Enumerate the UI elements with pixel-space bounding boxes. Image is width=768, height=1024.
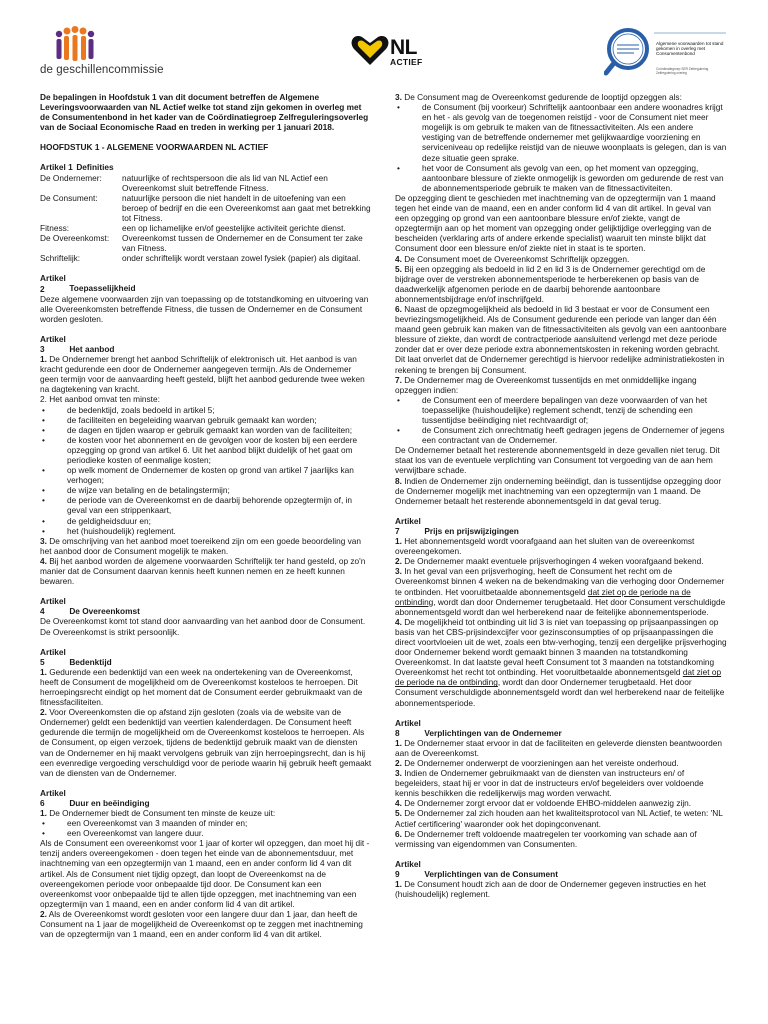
heart-icon [350, 33, 390, 67]
article-1-heading [40, 162, 372, 172]
definition-term: De Ondernemer: [40, 172, 102, 183]
article-2-text: Deze algemene voorwaarden zijn van toepassing op de totstandkoming en uitvoering van alle Overeenkomsten betreffende Fitness, die tussen de Ondernemer en de Consument worden gesloten. [40, 293, 369, 324]
article-title: Prijs en prijswijzigingen [424, 525, 519, 536]
paragraph: 5. De Ondernemer zal zich houden aan het kwaliteitsprotocol van NL Actief, te weten: 'NL Actief certificering' waaronder ook het dopingconvenant. [395, 808, 723, 829]
article-4-heading [40, 596, 372, 616]
nl-actief-logo-nl: NL [390, 36, 417, 59]
article-9-heading [395, 859, 727, 879]
paragraph: 3. In het geval van een prijsverhoging, heeft de Consument het recht om de Overeenkomst binnen 4 weken na de bekendmaking van die verhoging door Ondernemer te ontbinden. Het vooruitbetaalde abonnementsgeld dat ziet op de periode na de ontbinding, wordt dan door Ondernemer terugbetaald. Het door Consument verschuldigde abonnementsgeld wordt dan wel herberekend naar de feitelijke abonnementsperiode. [395, 566, 726, 617]
paragraph: 4. De Consument moet de Overeenkomst Schriftelijk opzeggen. [395, 253, 630, 264]
paragraph: 7. De Ondernemer mag de Overeenkomst tussentijds en met onmiddellijke ingang opzeggen indien: [395, 374, 697, 395]
paragraph: Als de Consument een overeenkomst voor 1 jaar of korter wil opzeggen, dan moet hij dit - tenzij anders overeengekomen - doen tegen het einde van de abonnementsduur, met inachtneming van een opzegtermijn van 1 maand, een en ander conform lid 4 van dit artikel. Als de Consument niet tijdig opzegt, dan loopt de Overeenkomst na de overeengekomen periode voor onbepaalde tijd door. De Consument kan een overeenkomst voor onbepaalde tijd te allen tijde opzeggen, met inachtneming van een opzegtermijn van 1 maand, een en ander conform lid 4 van dit artikel. [40, 838, 370, 909]
article-title: Duur en beëindiging [69, 797, 150, 808]
definition-term: Schriftelijk: [40, 253, 81, 264]
article-7-heading [395, 516, 727, 536]
article-number: Artikel 5 [40, 646, 66, 667]
consumentenbond-seal [604, 27, 728, 79]
list-item: • de Consument zich onrechtmatig heeft gedragen jegens de Ondernemer of jegens een contractant van de Ondernemer. [395, 425, 727, 445]
paragraph: 2. Het aanbod omvat ten minste: [40, 394, 160, 405]
list-item: • op welk moment de Ondernemer de kosten op grond van artikel 7 jaarlijks kan verhogen; [40, 465, 372, 485]
article-3-heading [40, 334, 372, 354]
article-title: Het aanbod [69, 343, 115, 354]
list-item: • de faciliteiten en begeleiding waarvan gebruik gemaakt kan worden; [40, 415, 372, 425]
article-4-text: De Overeenkomst komt tot stand door aanvaarding van het aanbod door de Consument. De Overeenkomst is strikt persoonlijk. [40, 616, 366, 637]
paragraph: 4. De mogelijkheid tot ontbinding uit lid 3 is niet van toepassing op prijsaanpassingen op basis van het CBS-prijsindexcijfer voor gezinsconsumpties of op prijsaanpassingen die direct voortvloeien uit de wet, zoals een btw-verhoging, tenzij een dergelijke prijsverhoging door Ondernemer bekend wordt gemaakt binnen 3 maanden na totstandkoming Overeenkomst. In dat laatste geval heeft Consument tot 3 maanden na totstandkoming Overeenkomst het recht tot ontbinding. Het vooruitbetaalde abonnementsgeld dat ziet op de periode na de ontbinding, wordt dan door Ondernemer terugbetaald. Het door Consument verschuldigde abonnementsgeld wordt dan wel herberekend naar de feitelijke abonnementsperiode. [395, 616, 727, 708]
geschillencommissie-emblem-icon [40, 26, 110, 64]
paragraph: 3. Indien de Ondernemer gebruikmaakt van de diensten van instructeurs en/ of begeleiders, staat hij er voor in dat de instructeurs en/of begeleiders over voldoende kennis beschikken die redelijkerwijs mag worden verwacht. [395, 768, 704, 799]
paragraph: 3. De Consument mag de Overeenkomst gedurende de looptijd opzeggen als: [395, 92, 682, 102]
paragraph: De Ondernemer betaalt het resterende abonnementsgeld in deze gevallen niet terug. Dit staat los van de eventuele verplichting van Consument tot vergoeding van de aan hem verwijtbare schade. [395, 445, 720, 476]
article-title: Definities [76, 162, 114, 173]
definitions-list [40, 173, 372, 264]
article-number: Artikel 3 [40, 333, 66, 354]
article-number: Artikel 1 [40, 162, 73, 173]
underlined-text: dat ziet op de periode na de ontbinding [395, 667, 722, 688]
definition-text: natuurlijke persoon die niet handelt in de uitoefening van een beroep of bedrijf en die een Overeenkomst aan gaat met betrekking tot Fitness. [122, 192, 371, 223]
paragraph: 6. De Ondernemer treft voldoende maatregelen ter voorkoming van schade aan of vermissing van eigendommen van Consumenten. [395, 828, 697, 849]
paragraph: 1. De Ondernemer staat ervoor in dat de faciliteiten en geleverde diensten beantwoorden aan de Overeenkomst. [395, 737, 723, 758]
article-number: Artikel 7 [395, 515, 421, 536]
paragraph: 2. Als de Overeenkomst wordt gesloten voor een langere duur dan 1 jaar, dan heeft de Consument na 1 jaar de mogelijkheid de Overeenkomst op te zeggen met inachtneming van de opzegtermijn van 1 maand, een en ander conform lid 4 van dit artikel. [40, 908, 363, 940]
paragraph: 5. Bij een opzegging als bedoeld in lid 2 en lid 3 is de Ondernemer gerechtigd om de bijdrage over de verstreken abonnementsperiode te herberekenen op basis van de daadwerkelijk afgenomen periode en de daarbij behorende aantoonbare abonnementsbijdrage en/of inschrijfgeld. [395, 263, 706, 304]
definition-text: een op lichamelijke en/of geestelijke activiteit gerichte dienst. [122, 223, 346, 234]
article-title: Toepasselijkheid [69, 283, 136, 294]
paragraph: 3. De omschrijving van het aanbod moet toereikend zijn om een goede beoordeling van het aanbod door de Consument mogelijk te maken. [40, 535, 362, 556]
definition-term: De Consument: [40, 192, 98, 203]
definition-term: Fitness: [40, 223, 70, 234]
duration-options-list [40, 818, 372, 838]
termination-grounds-list [395, 102, 727, 193]
list-item: • een Overeenkomst van 3 maanden of minder en; [40, 818, 372, 828]
geschillencommissie-logo [40, 26, 190, 84]
immediate-termination-list [395, 395, 727, 445]
nl-actief-logo-actief: ACTIEF [390, 57, 423, 67]
article-title: Verplichtingen van de Ondernemer [424, 727, 562, 738]
offer-contents-list [40, 405, 372, 536]
article-5-heading [40, 647, 372, 667]
list-item: • het voor de Consument als gevolg van een, op het moment van opzegging, aantoonbare blessure of ziekte onmogelijk is geworden om gedurende de rest van de abonnementsperiode gebruik te maken van de fitnessactiviteiten. [395, 163, 727, 193]
paragraph: 1. De Ondernemer brengt het aanbod Schriftelijk of elektronisch uit. Het aanbod is van kracht gedurende een door de Ondernemer aangegeven termijn. Als de Ondernemer geen termijn voor de aanvaarding heeft gesteld, blijft het aanbod gedurende twee weken na dagtekening van kracht. [40, 354, 365, 395]
paragraph: 8. Indien de Ondernemer zijn onderneming beëindigt, dan is tussentijdse opzegging door de Ondernemer mogelijk met inachtneming van een opzegtermijn van 1 maand. De Ondernemer betaalt het resterende abonnementsgeld in dat geval terug. [395, 475, 722, 506]
list-item: • de Consument (bij voorkeur) Schriftelijk aantoonbaar een andere woonadres krijgt en het - als gevolg van de toegenomen reistijd - voor de Consument niet meer mogelijk is om gebruik te maken van de fitnessactiviteiten. Als een andere vestiging van de betreffende ondernemer met gelijkwaardige voorziening en serviceniveau op redelijke reistijd van de nieuwe woonplaats is gelegen, dan is van deze situatie geen sprake. [395, 102, 727, 163]
underlined-text: dat ziet op de periode na de ontbinding [395, 586, 691, 607]
list-item: • de bedenktijd, zoals bedoeld in artikel 5; [40, 405, 372, 415]
list-item: • de kosten voor het abonnement en de gevolgen voor de kosten bij een eerdere opzegging op grond van artikel 6. Uit het aanbod blijkt duidelijk of het gaat om periodieke kosten of eenmalige kosten; [40, 435, 372, 465]
list-item: • de Consument een of meerdere bepalingen van deze voorwaarden of van het toepasselijke (huishoudelijke) reglement schendt, tenzij de schending een tussentijdse beëindiging niet rechtvaardigt of; [395, 395, 727, 425]
article-8-heading [395, 718, 727, 738]
paragraph: 6. Naast de opzegmogelijkheid als bedoeld in lid 3 bestaat er voor de Consument een bevriezingsmogelijkheid. Als de Consument gedurende een periode van langer dan één maand geen gebruik kan maken van de fitnessactiviteiten als gevolg van een aantoonbare blessure of ziekte, dan wordt de contractperiode aansluitend verlengd met deze periode zonder dat er over deze periode extra abonnementskosten in rekening worden gebracht. Dit laat onverlet dat de Ondernemer gerechtigd is hiervoor redelijke administratiekosten in rekening te brengen bij Consument. [395, 303, 727, 375]
list-item: • een Overeenkomst van langere duur. [40, 828, 372, 838]
article-2-heading [40, 273, 372, 293]
paragraph: 4. De Ondernemer zorgt ervoor dat er voldoende EHBO-middelen aanwezig zijn. [395, 798, 692, 809]
definition-term: De Overeenkomst: [40, 233, 110, 244]
paragraph: 2. De Ondernemer onderwerpt de voorzieningen aan het vereiste onderhoud. [395, 758, 679, 768]
paragraph: De opzegging dient te geschieden met inachtneming van de opzegtermijn van 1 maand tegen het einde van de maand, een en ander conform lid 4 van dit artikel. In geval van een opzegging op grond van een aantoonbare blessure en/of ziekte, vangt de opzegtermijn aan op het moment van opzegging onder gelijktijdige overlegging van de bescheiden (verklaring arts of andere erkende specialist) waaruit ten minste blijkt dat Consument door een blessure en/of ziekte niet in staat is te sporten. [395, 192, 716, 254]
article-title: Bedenktijd [69, 656, 112, 667]
definition-text: Overeenkomst tussen de Ondernemer en de Consument ter zake van Fitness. [122, 233, 363, 254]
seal-text: Algemene voorwaarden tot stand gekomen in overleg met Consumentenbond [656, 41, 724, 57]
paragraph: 2. De Ondernemer maakt eventuele prijsverhogingen 4 weken voorafgaand bekend. [395, 556, 704, 567]
article-number: Artikel 6 [40, 787, 66, 808]
article-number: Artikel 8 [395, 717, 421, 738]
list-item: • het (huishoudelijk) reglement. [40, 526, 372, 536]
definition-text: onder schriftelijk wordt verstaan zowel fysiek (papier) als digitaal. [122, 253, 361, 264]
paragraph: 1. Het abonnementsgeld wordt voorafgaand aan het sluiten van de overeenkomst overeengekomen. [395, 536, 695, 557]
article-number: Artikel 2 [40, 273, 66, 294]
list-item: • de geldigheidsduur en; [40, 516, 372, 526]
seal-small-text: Coördinatiegroep SER Zelfregulering Zelfregulering overleg [656, 67, 709, 75]
page-header [0, 0, 768, 88]
list-item: • de wijze van betaling en de betalingstermijn; [40, 485, 372, 495]
paragraph: 4. Bij het aanbod worden de algemene voorwaarden Schriftelijk ter hand gesteld, op zo'n manier dat de Consument daarvan kennis heeft kunnen nemen en ze heeft kunnen bewaren. [40, 555, 366, 587]
paragraph: 1. Gedurende een bedenktijd van een week na ondertekening van de Overeenkomst, heeft de Consument de mogelijkheid om de Overeenkomst kosteloos te herroepen. Dit herroepingsrecht eindigt op het moment dat de Consument eerder gebruikmaakt van de fitnessfaciliteiten. [40, 666, 363, 708]
article-6-heading [40, 788, 372, 808]
paragraph: 1. De Ondernemer biedt de Consument ten minste de keuze uit: [40, 808, 276, 818]
list-item: • de dagen en tijden waarop er gebruik gemaakt kan worden van de faciliteiten; [40, 425, 372, 435]
chapter-heading: HOOFDSTUK 1 - ALGEMENE VOORWAARDEN NL ACTIEF [40, 142, 269, 153]
paragraph: 1. De Consument houdt zich aan de door de Ondernemer gegeven instructies en het (huishoudelijk) reglement. [395, 879, 706, 900]
nl-actief-logo [350, 33, 423, 73]
geschillencommissie-logo-text: de geschillencommissie [40, 64, 164, 76]
paragraph: 2. Voor Overeenkomsten die op afstand zijn gesloten (zoals via de website van de Ondernemer) geldt een bedenktijd van veertien kalenderdagen. De Consument heeft gedurende die termijn de mogelijkheid om de Overeenkomst kosteloos te herroepen. Als de Consument, op eigen verzoek, tijdens de bedenktijd gebruik maakt van de diensten van de Ondernemer en hij maakt vervolgens gebruik van zijn herroepingsrecht, dan is hij een evenredige vergoeding verschuldigd voor de periode waarin hij gebruik heeft gemaakt van de diensten van de Ondernemer. [40, 707, 372, 778]
article-title: Verplichtingen van de Consument [424, 868, 559, 879]
definition-text: natuurlijke of rechtspersoon die als lid van NL Actief een Overeenkomst sluit betreffende Fitness. [122, 172, 328, 193]
article-title: De Overeenkomst [69, 606, 140, 617]
intro-paragraph: De bepalingen in Hoofdstuk 1 van dit document betreffen de Algemene Leveringsvoorwaarden van NL Actief welke tot stand zijn gekomen in overleg met de Consumentenbond in het kader van de Coördinatiegroep Zelfreguleringsoverleg van de Sociaal Economische Raad en treden in werking per 1 januari 2018. [40, 92, 369, 133]
right-column [395, 92, 727, 899]
article-number: Artikel 4 [40, 596, 66, 617]
left-column [40, 92, 372, 939]
article-number: Artikel 9 [395, 858, 421, 879]
list-item: • de periode van de Overeenkomst en de daarbij behorende opzegtermijn of, in geval van een strippenkaart, [40, 495, 372, 515]
